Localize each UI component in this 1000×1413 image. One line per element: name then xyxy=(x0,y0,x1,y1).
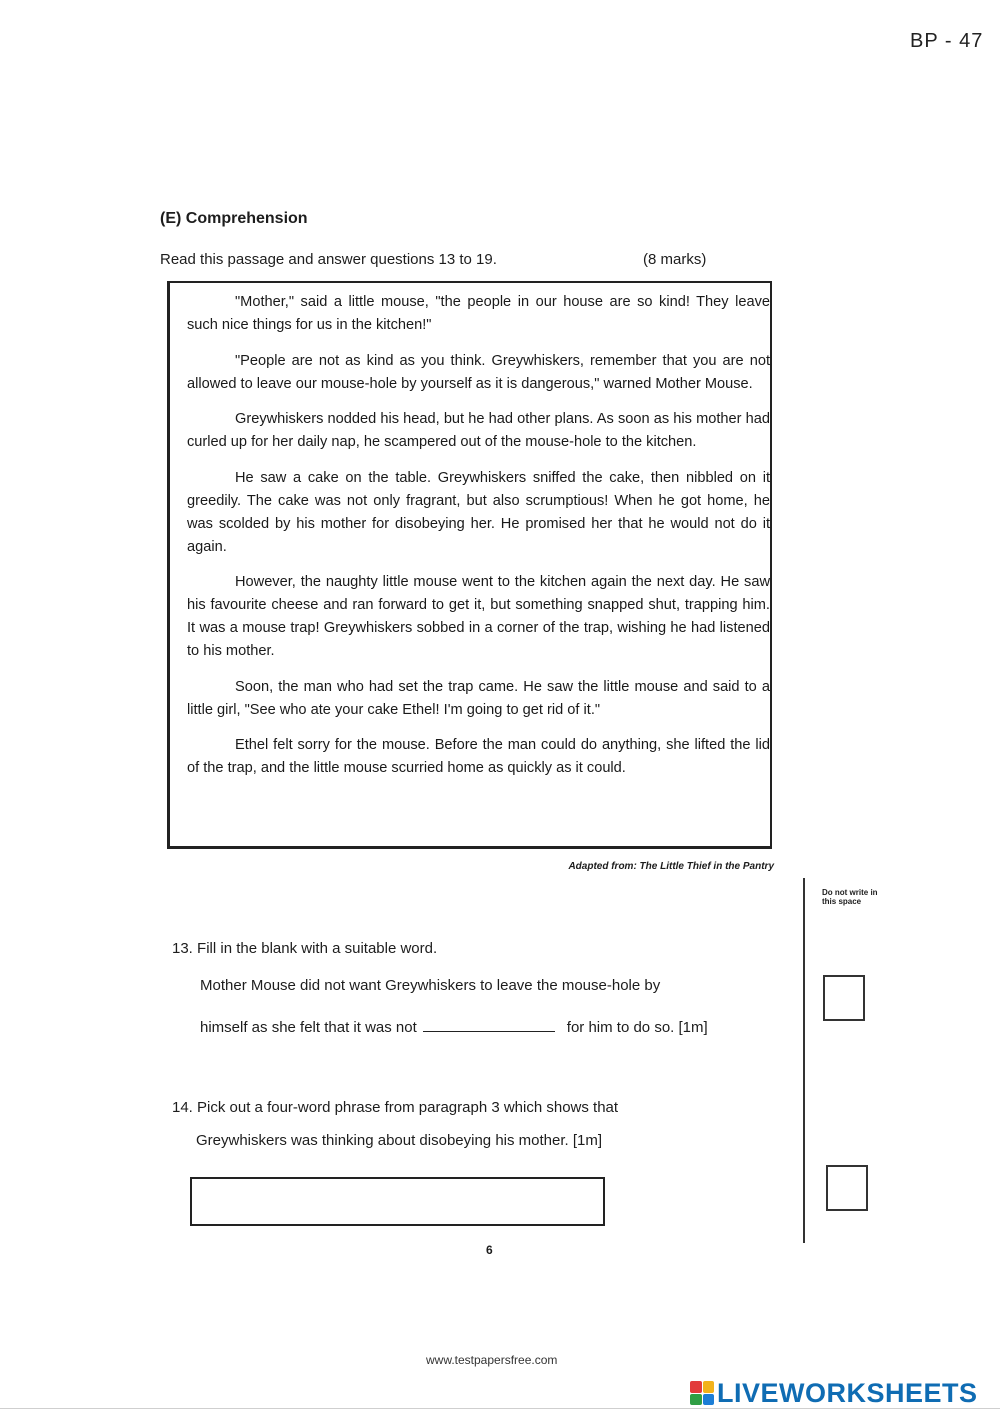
q14-marks: [1m] xyxy=(572,1132,603,1149)
passage-text xyxy=(187,291,770,793)
margin-note: Do not write in this space xyxy=(822,888,878,906)
q13-number: 13. xyxy=(172,940,193,957)
page-code: BP - 47 xyxy=(910,30,984,52)
bottom-rule xyxy=(0,1408,1000,1409)
q13-prompt xyxy=(172,940,437,957)
q13-line1: Mother Mouse did not want Greywhiskers to leave the mouse-hole by xyxy=(200,977,661,994)
q13-line2 xyxy=(200,1017,708,1036)
q14-number: 14. xyxy=(172,1099,193,1116)
section-marks: (8 marks) xyxy=(643,251,707,268)
page-number: 6 xyxy=(486,1243,493,1257)
q14-answer-box[interactable] xyxy=(190,1177,605,1226)
passage-paragraph-2: "People are not as kind as you think. Greywhiskers, remember that you are not allowed to leave our mouse-hole by yourself as it is dangerous," warned Mother Mouse. xyxy=(187,352,770,392)
q14-instruction: Pick out a four-word phrase from paragraph 3 which shows that xyxy=(197,1099,619,1116)
logo-square-blue xyxy=(703,1394,715,1406)
q14-mark-box xyxy=(826,1165,868,1211)
passage-paragraph-4: He saw a cake on the table. Greywhiskers sniffed the cake, then nibbled on it greedily. The cake was not only fragrant, but also scrumptious! When he got home, he was scolded by his mother for disobeying her. He promised her that he would not do it again. xyxy=(187,469,770,555)
instruction-text: Read this passage and answer questions 13 to 19. xyxy=(160,251,497,268)
passage-paragraph-6: Soon, the man who had set the trap came. He saw the little mouse and said to a little girl, "See who ate your cake Ethel! I'm going to get rid of it." xyxy=(187,678,770,718)
q13-line2-after: for him to do so. xyxy=(566,1019,675,1036)
section-heading: (E) Comprehension xyxy=(160,210,308,227)
liveworksheets-brand xyxy=(690,1378,978,1408)
website-footer: www.testpapersfree.com xyxy=(426,1353,558,1367)
q14-line2-text: Greywhiskers was thinking about disobeying his mother. xyxy=(196,1132,569,1149)
passage-paragraph-1: "Mother," said a little mouse, "the people in our house are so kind! They leave such nice things for us in the kitchen!" xyxy=(187,294,770,333)
logo-square-yellow xyxy=(703,1381,715,1393)
passage-paragraph-7: Ethel felt sorry for the mouse. Before the man could do anything, she lifted the lid of the trap, and the little mouse scurried home as quickly as it could. xyxy=(187,737,770,776)
logo-square-red xyxy=(690,1381,702,1393)
q13-line2-before: himself as she felt that it was not xyxy=(200,1019,417,1036)
passage-paragraph-5: However, the naughty little mouse went to the kitchen again the next day. He saw his favourite cheese and ran forward to get it, but something snapped shut, trapping him. It was a mouse trap! Greywhiskers sobbed in a corner of the trap, wishing he had listened to his mother. xyxy=(187,574,770,659)
passage-paragraph-3: Greywhiskers nodded his head, but he had other plans. As soon as his mother had curled up for her daily nap, he scampered out of the mouse-hole to the kitchen. xyxy=(187,411,770,450)
q13-marks: [1m] xyxy=(678,1019,708,1036)
q14-prompt xyxy=(172,1099,618,1116)
q13-mark-box xyxy=(823,975,865,1021)
q14-line2 xyxy=(196,1132,602,1149)
brand-name: LIVEWORKSHEETS xyxy=(717,1378,978,1408)
passage-source: Adapted from: The Little Thief in the Pantry xyxy=(568,861,774,872)
liveworksheets-logo-icon xyxy=(690,1381,714,1405)
passage-box xyxy=(167,281,772,849)
margin-divider xyxy=(803,878,805,1243)
q13-blank[interactable] xyxy=(423,1017,555,1032)
logo-square-green xyxy=(690,1394,702,1406)
q13-instruction: Fill in the blank with a suitable word. xyxy=(197,940,438,957)
